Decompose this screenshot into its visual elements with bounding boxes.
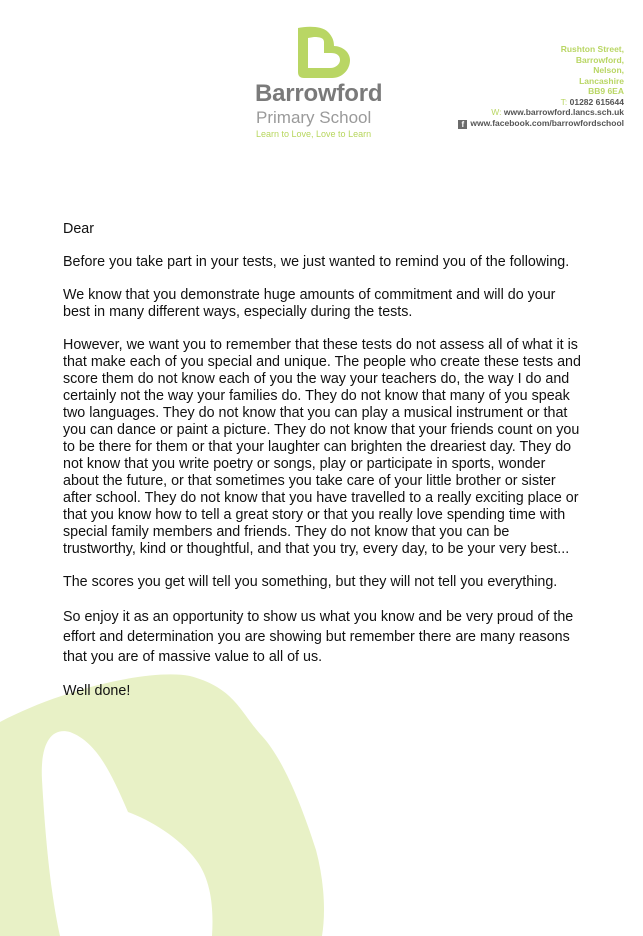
address-line: Lancashire — [579, 75, 624, 86]
letter-paragraph: So enjoy it as an opportunity to show us what you know and be very proud of the effort and determination you are showing but remember there are many reasons that you are of massive value to all of us. — [63, 609, 574, 665]
letter-paragraph: The scores you get will tell you something, but they will not tell you everything. — [63, 574, 558, 590]
address-line: Nelson, — [593, 65, 624, 75]
school-logo — [254, 26, 394, 141]
salutation: Dear — [63, 221, 94, 237]
facebook-icon: f — [458, 120, 467, 129]
school-name: Barrowford — [255, 80, 383, 107]
website-label: W: — [491, 107, 502, 117]
website-line — [458, 107, 624, 118]
heart-logo-icon — [294, 26, 352, 82]
facebook-line — [458, 118, 624, 129]
telephone-label: T: — [560, 96, 568, 107]
letter-paragraph: Before you take part in your tests, we just wanted to remind you of the following. — [63, 254, 570, 270]
school-type: Primary School — [256, 108, 372, 127]
school-motto: Learn to Love, Love to Learn — [256, 129, 372, 139]
website-link[interactable]: www.barrowford.lancs.sch.uk — [503, 107, 624, 117]
facebook-link[interactable]: www.facebook.com/barrowfordschool — [470, 117, 624, 128]
contact-block — [458, 44, 624, 129]
letter-paragraph: We know that you demonstrate huge amounts of commitment and will do your best in many different ways, especially during the tests. — [63, 287, 556, 320]
address-line: Barrowford, — [575, 54, 624, 65]
address-line: BB9 6EA — [588, 86, 624, 96]
letter-body — [63, 221, 583, 716]
telephone-line — [458, 97, 624, 108]
letter-paragraph: However, we want you to remember that these tests do not assess all of what it is that make each of you special and unique. The people who create these tests and score them do not know each of you the way your teachers do, the way I do and certainly not the way your families do. They do not know that many of you speak two languages. They do not know that you can play a musical instrument or that you can dance or paint a picture. They do not know that your friends count on you to be there for them or that your laughter can brighten the dreariest day. They do not know that you write poetry or songs, play or participate in sports, wonder about the future, or that sometimes you take care of your little brother or sister after school. They do not know that you have travelled to a really exciting place or that you know how to tell a great story or that you really love spending time with special family members and friends. They do not know that you can be trustworthy, kind or thoughtful, and that you try, every day, to be your very best... — [63, 337, 581, 557]
telephone-number: 01282 615644 — [569, 96, 624, 107]
address-line: Rushton Street, — [560, 44, 624, 54]
closing: Well done! — [63, 683, 131, 699]
